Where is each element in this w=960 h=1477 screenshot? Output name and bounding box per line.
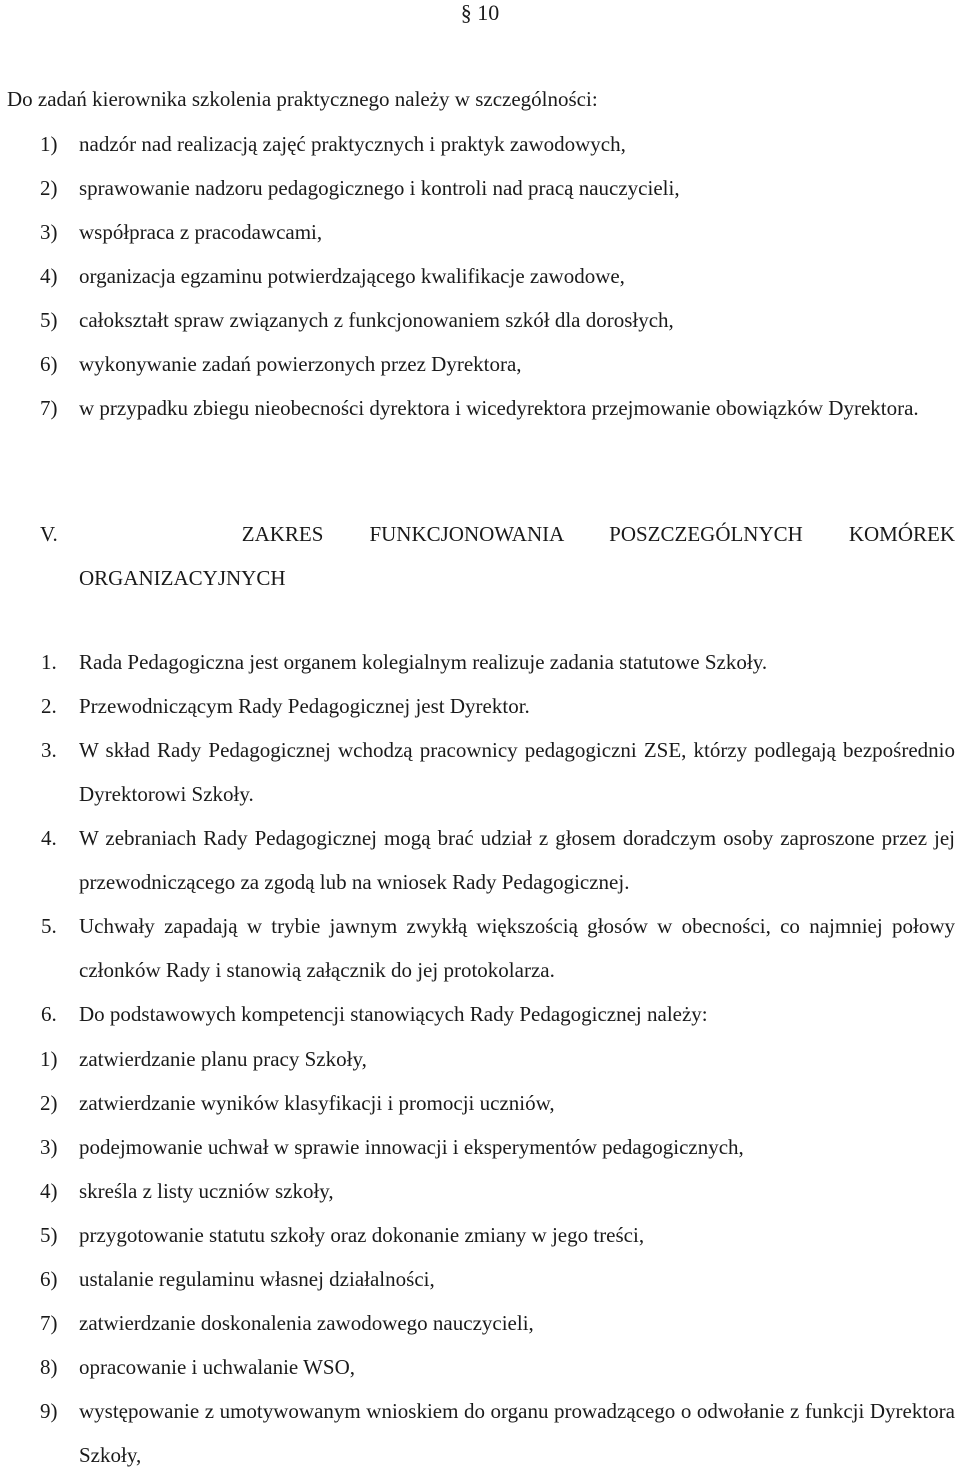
item-text: W skład Rady Pedagogicznej wchodzą pracownicy pedagogiczni ZSE, którzy podlegają bezpośrednio Dyrektorowi Szkoły. <box>79 738 955 806</box>
item-number: 1) <box>40 1047 58 1071</box>
item-text: występowanie z umotywowanym wnioskiem do organu prowadzącego o odwołanie z funkcji Dyrektora Szkoły, <box>79 1399 955 1467</box>
section-heading-line1 <box>40 512 955 556</box>
item-text: ustalanie regulaminu własnej działalności, <box>79 1267 435 1291</box>
item-text: przygotowanie statutu szkoły oraz dokonanie zmiany w jego treści, <box>79 1223 645 1247</box>
item-number: 5. <box>41 914 57 938</box>
item-number: 3) <box>40 1135 58 1159</box>
item-number: 8) <box>40 1355 58 1379</box>
list-item <box>0 1389 960 1477</box>
item-number: 7) <box>40 1311 58 1335</box>
list-item <box>0 1257 960 1301</box>
section-title-text: ZAKRES FUNKCJONOWANIA POSZCZEGÓLNYCH KOMÓREK <box>241 522 955 546</box>
intro-text: Do zadań kierownika szkolenia praktycznego należy w szczególności: <box>7 87 598 111</box>
item-number: 9) <box>40 1399 58 1423</box>
list-item <box>0 1169 960 1213</box>
item-text: zatwierdzanie wyników klasyfikacji i promocji uczniów, <box>79 1091 555 1115</box>
item-text: współpraca z pracodawcami, <box>79 220 323 244</box>
list-item <box>0 640 960 684</box>
list-item <box>0 816 960 904</box>
item-text: Uchwały zapadają w trybie jawnym zwykłą większością głosów w obecności, co najmniej połowy członków Rady i stanowią załącznik do jej protokolarza. <box>79 914 955 982</box>
item-text: podejmowanie uchwał w sprawie innowacji i eksperymentów pedagogicznych, <box>79 1135 744 1159</box>
list-item <box>0 122 960 166</box>
item-text: nadzór nad realizacją zajęć praktycznych i praktyk zawodowych, <box>79 132 626 156</box>
item-number: 2. <box>41 694 57 718</box>
item-number: 5) <box>40 1223 58 1247</box>
item-number: 6) <box>40 1267 58 1291</box>
item-number: 3. <box>41 738 57 762</box>
list-item <box>0 298 960 342</box>
list-item <box>0 386 960 430</box>
paragraph-heading: § 10 <box>460 0 500 25</box>
item-text: Przewodniczącym Rady Pedagogicznej jest Dyrektor. <box>79 694 530 718</box>
section-title-continuation: ORGANIZACYJNYCH <box>79 566 286 590</box>
item-number: 6. <box>41 1002 57 1026</box>
item-number: 4) <box>40 1179 58 1203</box>
item-number: 6) <box>40 352 58 376</box>
list-item <box>0 992 960 1036</box>
item-text: skreśla z listy uczniów szkoły, <box>79 1179 334 1203</box>
item-number: 4) <box>40 264 58 288</box>
item-text: całokształt spraw związanych z funkcjonowaniem szkół dla dorosłych, <box>79 308 674 332</box>
list-item <box>0 1213 960 1257</box>
council-points-list <box>0 640 960 1036</box>
item-text: zatwierdzanie planu pracy Szkoły, <box>79 1047 367 1071</box>
list-item <box>0 210 960 254</box>
item-number: 1. <box>41 650 57 674</box>
list-item <box>0 1301 960 1345</box>
section-heading <box>40 512 955 600</box>
item-text: sprawowanie nadzoru pedagogicznego i kontroli nad pracą nauczycieli, <box>79 176 680 200</box>
item-text: wykonywanie zadań powierzonych przez Dyrektora, <box>79 352 522 376</box>
item-text: Rada Pedagogiczna jest organem kolegialnym realizuje zadania statutowe Szkoły. <box>79 650 768 674</box>
item-text: zatwierdzanie doskonalenia zawodowego nauczycieli, <box>79 1311 534 1335</box>
section-roman-numeral: V. <box>40 522 58 546</box>
list-item <box>0 728 960 816</box>
list-item <box>0 904 960 992</box>
duties-list <box>0 122 960 430</box>
list-item <box>0 1125 960 1169</box>
item-number: 7) <box>40 396 58 420</box>
item-text: opracowanie i uchwalanie WSO, <box>79 1355 356 1379</box>
item-number: 4. <box>41 826 57 850</box>
item-text: W zebraniach Rady Pedagogicznej mogą brać udział z głosem doradczym osoby zaproszone przez jej przewodniczącego za zgodą lub na wniosek Rady Pedagogicznej. <box>79 826 955 894</box>
list-item <box>0 684 960 728</box>
list-item <box>0 342 960 386</box>
item-number: 3) <box>40 220 58 244</box>
item-text: Do podstawowych kompetencji stanowiących Rady Pedagogicznej należy: <box>79 1002 708 1026</box>
list-item <box>0 1037 960 1081</box>
list-item <box>0 1081 960 1125</box>
list-item <box>0 254 960 298</box>
competencies-list <box>0 1037 960 1477</box>
item-number: 2) <box>40 176 58 200</box>
list-item <box>0 166 960 210</box>
item-text: organizacja egzaminu potwierdzającego kwalifikacje zawodowe, <box>79 264 625 288</box>
item-number: 5) <box>40 308 58 332</box>
item-text: w przypadku zbiegu nieobecności dyrektora i wicedyrektora przejmowanie obowiązków Dyrektora. <box>79 396 919 420</box>
list-item <box>0 1345 960 1389</box>
item-number: 1) <box>40 132 58 156</box>
item-number: 2) <box>40 1091 58 1115</box>
